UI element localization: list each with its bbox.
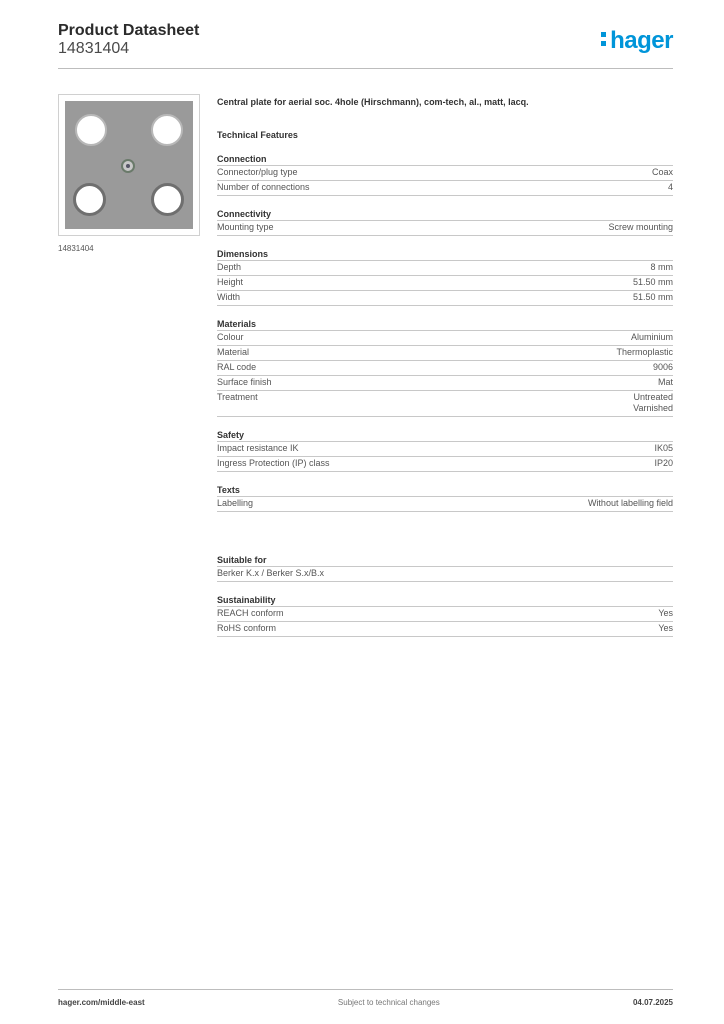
spec-label: Colour bbox=[217, 332, 244, 342]
spec-row bbox=[217, 441, 673, 456]
page-header bbox=[58, 22, 673, 69]
section-title: Connection bbox=[217, 154, 267, 164]
product-image bbox=[58, 94, 200, 236]
spec-label: Surface finish bbox=[217, 377, 272, 387]
spec-value: Screw mounting bbox=[608, 222, 673, 232]
spec-value: Yes bbox=[658, 608, 673, 618]
spec-label: Number of connections bbox=[217, 182, 310, 192]
spec-row bbox=[217, 375, 673, 390]
spec-label: Impact resistance IK bbox=[217, 443, 299, 453]
spec-label: RAL code bbox=[217, 362, 257, 372]
spec-label: Connector/plug type bbox=[217, 167, 298, 177]
spec-value: IP20 bbox=[654, 458, 673, 468]
spacer bbox=[217, 512, 673, 542]
logo-text: hager bbox=[610, 27, 673, 54]
spec-row bbox=[217, 165, 673, 180]
section-title: Texts bbox=[217, 485, 240, 495]
spec-label: Height bbox=[217, 277, 244, 287]
spec-row bbox=[217, 621, 673, 637]
technical-features-heading: Technical Features bbox=[217, 130, 298, 140]
spec-label: Width bbox=[217, 292, 241, 302]
spec-label: RoHS conform bbox=[217, 623, 277, 633]
spec-label: Labelling bbox=[217, 498, 254, 508]
spec-row bbox=[217, 275, 673, 290]
section-title: Sustainability bbox=[217, 595, 276, 605]
section-title: Connectivity bbox=[217, 209, 272, 219]
spec-value: 51.50 mm bbox=[632, 277, 673, 287]
center-screw-icon bbox=[121, 159, 135, 173]
section-sustainability bbox=[217, 595, 673, 637]
footer-date: 04.07.2025 bbox=[632, 998, 673, 1007]
hager-logo bbox=[601, 28, 673, 54]
section-materials bbox=[217, 319, 673, 417]
section-dimensions bbox=[217, 249, 673, 306]
socket-hole bbox=[151, 183, 184, 216]
document-number: 14831404 bbox=[58, 40, 130, 57]
spec-value: Yes bbox=[658, 623, 673, 633]
spec-row bbox=[217, 260, 673, 275]
section-title: Suitable for bbox=[217, 555, 267, 565]
spec-row bbox=[217, 360, 673, 375]
image-caption: 14831404 bbox=[58, 244, 94, 253]
spec-label: REACH conform bbox=[217, 608, 284, 618]
spec-value: 8 mm bbox=[650, 262, 673, 272]
footer-notice: Subject to technical changes bbox=[337, 998, 440, 1007]
spec-row bbox=[217, 566, 673, 582]
spec-value: Thermoplastic bbox=[616, 347, 673, 357]
spec-row bbox=[217, 606, 673, 621]
spec-row bbox=[217, 390, 673, 417]
section-safety bbox=[217, 430, 673, 472]
spec-label: Treatment bbox=[217, 392, 258, 402]
spec-value: 51.50 mm bbox=[632, 292, 673, 302]
spec-label: Berker K.x / Berker S.x/B.x bbox=[217, 568, 325, 578]
spec-value: Coax bbox=[651, 167, 673, 177]
section-suitable-for bbox=[217, 555, 673, 582]
spec-label: Material bbox=[217, 347, 250, 357]
logo-dots-icon bbox=[601, 32, 607, 46]
page-footer bbox=[58, 989, 673, 1007]
spec-label: Depth bbox=[217, 262, 242, 272]
spec-row bbox=[217, 345, 673, 360]
section-texts bbox=[217, 485, 673, 512]
spec-row bbox=[217, 290, 673, 306]
central-plate-illustration bbox=[65, 101, 193, 229]
spec-value: Aluminium bbox=[630, 332, 673, 342]
feature-sections bbox=[217, 154, 673, 512]
document-title: Product Datasheet bbox=[58, 22, 200, 39]
spec-value: Untreated Varnished bbox=[633, 392, 673, 413]
product-description: Central plate for aerial soc. 4hole (Hirschmann), com-tech, al., matt, lacq. bbox=[217, 97, 529, 107]
section-connectivity bbox=[217, 209, 673, 236]
footer-website: hager.com/middle-east bbox=[58, 998, 145, 1007]
section-connection bbox=[217, 154, 673, 196]
socket-hole bbox=[75, 114, 107, 146]
section-title: Dimensions bbox=[217, 249, 269, 259]
spec-row bbox=[217, 456, 673, 472]
spec-row bbox=[217, 180, 673, 196]
technical-content bbox=[217, 97, 673, 637]
spec-value: Mat bbox=[657, 377, 673, 387]
socket-hole bbox=[151, 114, 183, 146]
spec-value: 4 bbox=[667, 182, 673, 192]
spec-row bbox=[217, 496, 673, 512]
section-title: Safety bbox=[217, 430, 245, 440]
spec-value: 9006 bbox=[652, 362, 673, 372]
spec-label: Ingress Protection (IP) class bbox=[217, 458, 330, 468]
spec-label: Mounting type bbox=[217, 222, 274, 232]
section-title: Materials bbox=[217, 319, 257, 329]
spec-row bbox=[217, 330, 673, 345]
extra-sections bbox=[217, 555, 673, 637]
spec-row bbox=[217, 220, 673, 236]
spec-value: Without labelling field bbox=[587, 498, 673, 508]
socket-hole bbox=[73, 183, 106, 216]
spec-value: IK05 bbox=[654, 443, 673, 453]
